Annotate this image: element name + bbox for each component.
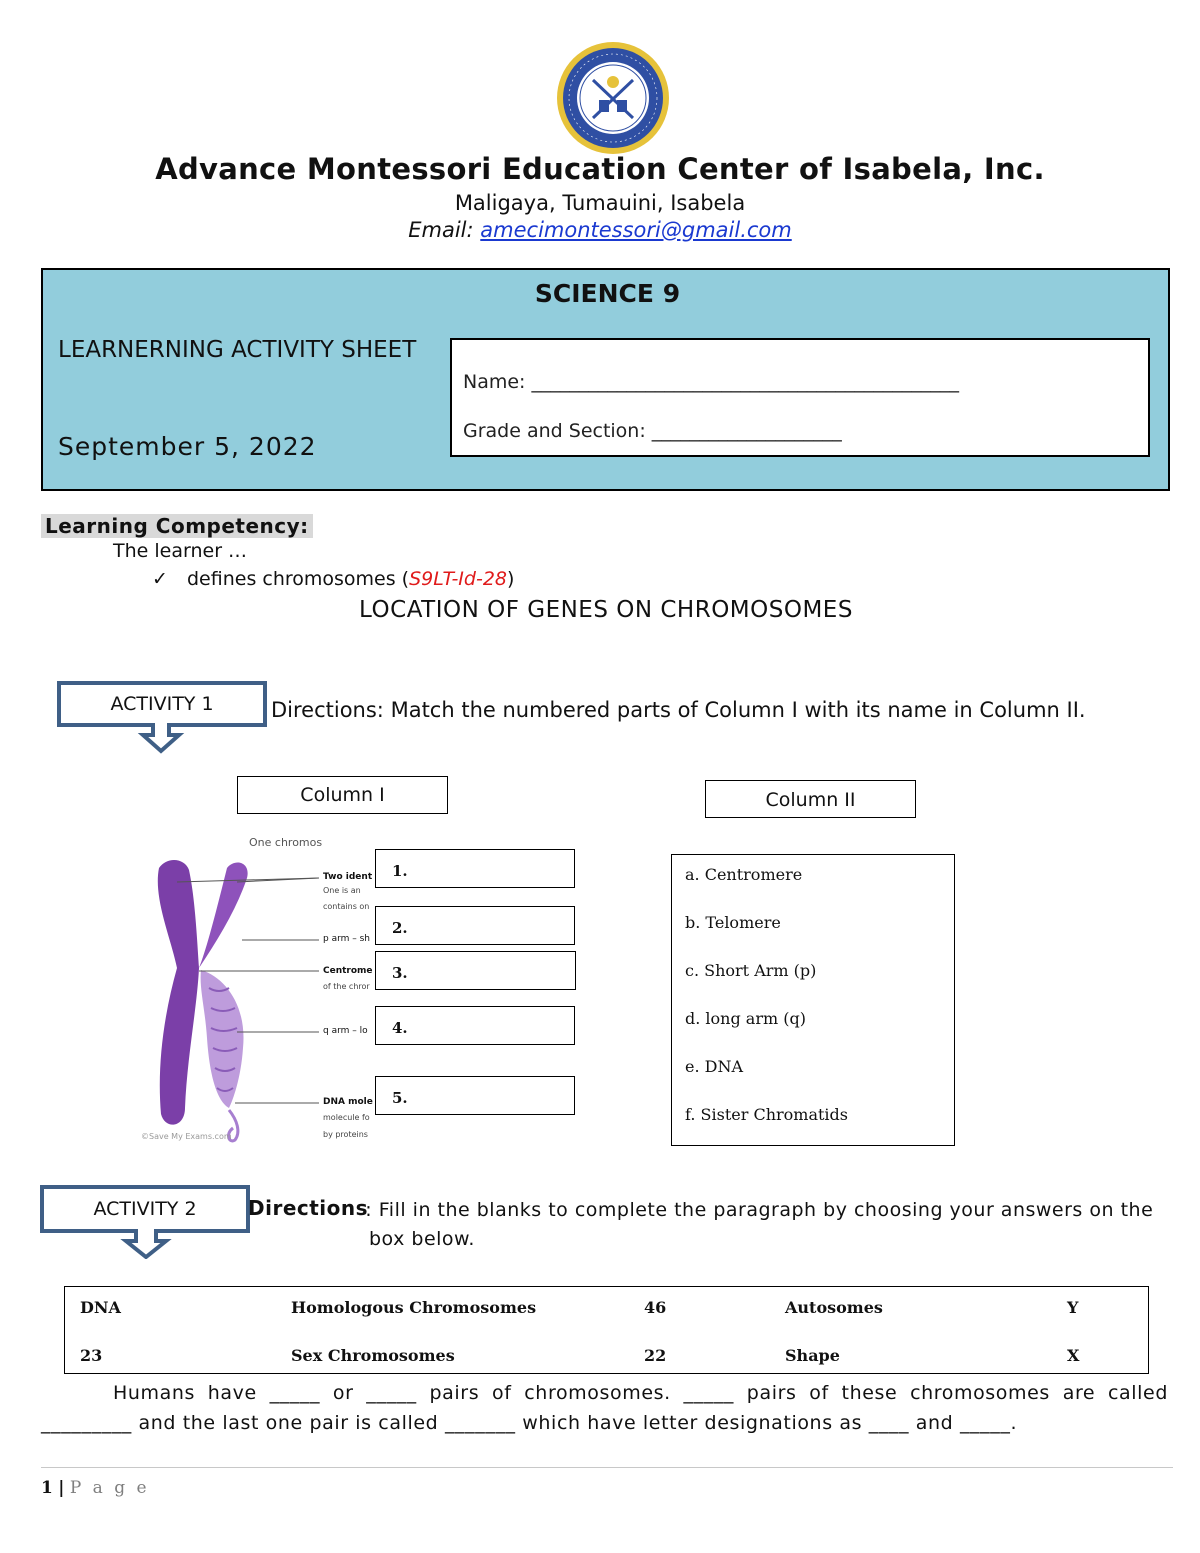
word-bank-cell: 23 bbox=[80, 1346, 103, 1365]
word-bank-cell: X bbox=[1067, 1346, 1080, 1365]
diagram-label-5: DNA mole bbox=[323, 1097, 373, 1107]
page-footer bbox=[41, 1478, 150, 1498]
sheet-date: September 5, 2022 bbox=[58, 432, 317, 461]
competency-item bbox=[187, 568, 514, 590]
diagram-label-4: q arm – lo bbox=[323, 1026, 368, 1036]
activity1-marker bbox=[57, 681, 267, 755]
word-bank-cell: 22 bbox=[644, 1346, 667, 1365]
page-word: P a g e bbox=[69, 1478, 150, 1498]
diagram-title: One chromos bbox=[249, 836, 323, 849]
option-item: c. Short Arm (p) bbox=[685, 961, 817, 980]
competency-learner: The learner … bbox=[113, 540, 248, 562]
check-icon: ✓ bbox=[152, 568, 168, 590]
answer-box-4[interactable]: 4. bbox=[375, 1006, 575, 1045]
diagram-label-3a: of the chror bbox=[323, 982, 370, 991]
word-bank-cell: Sex Chromosomes bbox=[291, 1346, 455, 1365]
down-arrow-callout-icon bbox=[40, 1185, 250, 1259]
competency-close: ) bbox=[507, 568, 515, 590]
lesson-title: LOCATION OF GENES ON CHROMOSOMES bbox=[359, 597, 853, 623]
grade-label: Grade and Section: bbox=[463, 420, 646, 442]
competency-title: Learning Competency: bbox=[41, 514, 313, 538]
header-box bbox=[41, 268, 1170, 491]
word-bank-table bbox=[64, 1286, 1149, 1374]
school-email bbox=[0, 218, 1200, 242]
activity1-directions-text: Match the numbered parts of Column I with its name in Column II. bbox=[390, 698, 1086, 722]
column2-header: Column II bbox=[705, 780, 916, 818]
answer-box-1[interactable]: 1. bbox=[375, 849, 575, 888]
sheet-title: LEARNERNING ACTIVITY SHEET bbox=[58, 337, 417, 363]
grade-field[interactable] bbox=[463, 420, 842, 442]
email-label: Email: bbox=[408, 218, 474, 242]
name-line: _____________________________________________ bbox=[531, 371, 960, 393]
word-bank-cell: DNA bbox=[80, 1298, 121, 1317]
diagram-label-5a: molecule fo bbox=[323, 1113, 370, 1122]
word-bank-cell: Y bbox=[1067, 1298, 1079, 1317]
page-separator: | bbox=[58, 1478, 65, 1498]
competency-code: S9LT-Id-28 bbox=[409, 568, 508, 590]
grade-line: ____________________ bbox=[651, 420, 842, 442]
activity2-marker bbox=[40, 1185, 250, 1259]
column2-options bbox=[671, 854, 955, 1146]
school-address: Maligaya, Tumauini, Isabela bbox=[454, 191, 746, 215]
option-item: b. Telomere bbox=[685, 913, 781, 932]
chromosome-diagram bbox=[137, 838, 377, 1148]
email-link[interactable]: amecimontessori@gmail.com bbox=[480, 218, 792, 242]
page-number: 1 bbox=[41, 1478, 53, 1498]
name-field[interactable] bbox=[463, 371, 959, 393]
diagram-label-3: Centrome bbox=[323, 966, 373, 976]
diagram-label-5b: by proteins bbox=[323, 1130, 368, 1139]
activity1-directions bbox=[271, 694, 1171, 726]
option-item: f. Sister Chromatids bbox=[685, 1105, 848, 1124]
activity2-directions bbox=[248, 1196, 1158, 1254]
activity2-directions-text: : Fill in the blanks to complete the paragraph by choosing your answers on the box below. bbox=[365, 1199, 1154, 1250]
subject-title: SCIENCE 9 bbox=[534, 279, 681, 308]
footer-divider bbox=[41, 1467, 1173, 1468]
option-item: e. DNA bbox=[685, 1057, 744, 1076]
student-info-box bbox=[450, 338, 1150, 457]
activity2-label: ACTIVITY 2 bbox=[93, 1198, 197, 1220]
diagram-label-2: p arm – sh bbox=[323, 934, 371, 944]
column1-header: Column I bbox=[237, 776, 448, 814]
activity1-label: ACTIVITY 1 bbox=[110, 693, 214, 715]
diagram-label-1b: contains on bbox=[323, 902, 370, 911]
word-bank-cell: 46 bbox=[644, 1298, 667, 1317]
answer-box-2[interactable]: 2. bbox=[375, 906, 575, 945]
option-item: a. Centromere bbox=[685, 865, 803, 884]
name-label: Name: bbox=[463, 371, 526, 393]
diagram-label-1: Two ident bbox=[323, 872, 373, 882]
answer-box-5[interactable]: 5. bbox=[375, 1076, 575, 1115]
answer-box-3[interactable]: 3. bbox=[375, 951, 576, 990]
activity1-directions-label: Directions: bbox=[271, 698, 384, 722]
school-name: Advance Montessori Education Center of Isabela, Inc. bbox=[155, 152, 1045, 186]
school-seal bbox=[555, 40, 671, 156]
competency-item-text: defines chromosomes ( bbox=[187, 568, 410, 590]
activity2-directions-label: Directions bbox=[248, 1196, 369, 1220]
word-bank-cell: Autosomes bbox=[785, 1298, 883, 1317]
option-item: d. long arm (q) bbox=[685, 1009, 806, 1028]
word-bank-cell: Homologous Chromosomes bbox=[291, 1298, 537, 1317]
diagram-credit: ©Save My Exams.com bbox=[141, 1132, 232, 1141]
diagram-label-1a: One is an bbox=[323, 886, 361, 895]
word-bank-cell: Shape bbox=[785, 1346, 840, 1365]
fill-in-paragraph[interactable]: Humans have _____ or _____ pairs of chromosomes. _____ pairs of these chromosomes are called _________ and the last one pair is called _______ which have letter designations as ____ and _____. bbox=[41, 1382, 1168, 1434]
